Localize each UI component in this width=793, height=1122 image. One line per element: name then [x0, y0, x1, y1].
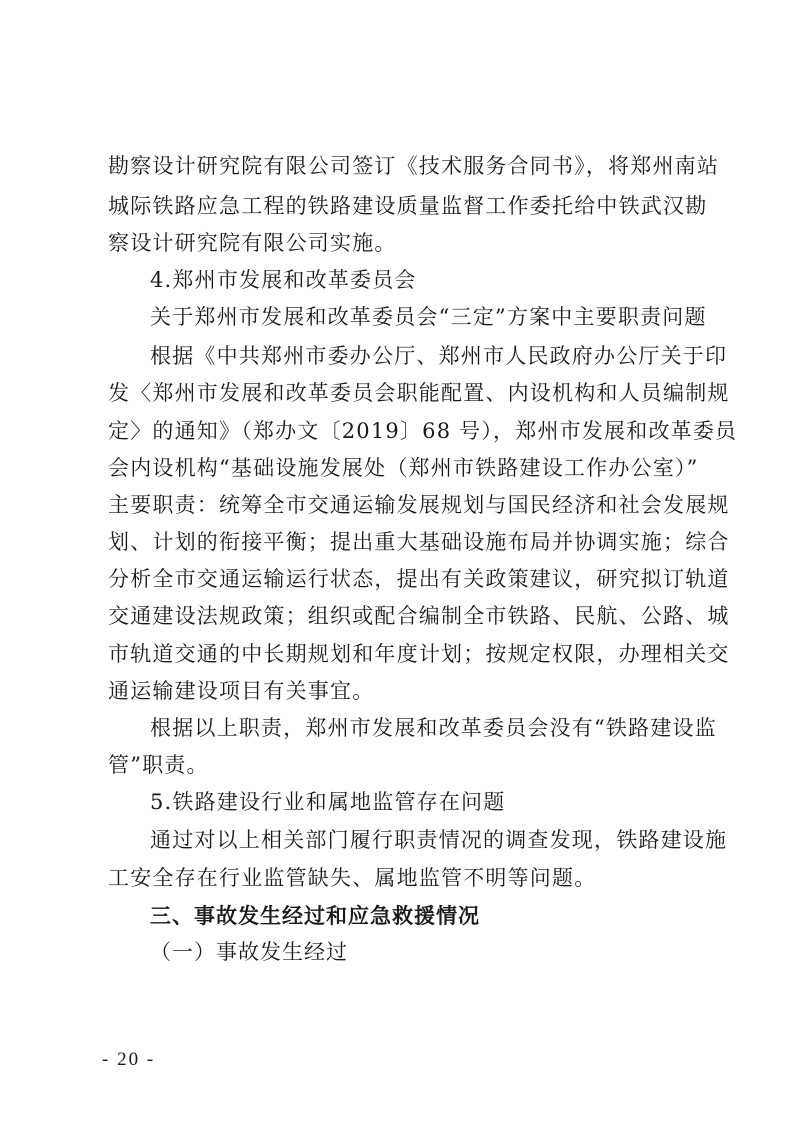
paragraph-line: 通运输建设项目有关事宜。 [108, 679, 375, 703]
paragraph-line: 城际铁路应急工程的铁路建设质量监督工作委托给中铁武汉勘 [108, 194, 708, 218]
subsection-title: 关于郑州市发展和改革委员会“三定”方案中主要职责问题 [150, 305, 707, 329]
paragraph-line: 根据以上职责，郑州市发展和改革委员会没有“铁路建设监 [150, 716, 717, 740]
paragraph-line: 分析全市交通运输运行状态，提出有关政策建议，研究拟订轨道 [108, 567, 730, 591]
paragraph-line: 会内设机构“基础设施发展处（郑州市铁路建设工作办公室）” [108, 456, 699, 480]
paragraph-line: 通过对以上相关部门履行职责情况的调查发现，铁路建设施 [150, 828, 728, 852]
paragraph-line: 定〉的通知》（郑办文〔2019〕68 号），郑州市发展和改革委员 [108, 419, 738, 443]
section-heading-4: 4.郑州市发展和改革委员会 [150, 268, 417, 292]
paragraph-line: 划、计划的衔接平衡；提出重大基础设施布局并协调实施；综合 [108, 530, 730, 554]
paragraph-line: 主要职责：统筹全市交通运输发展规划与国民经济和社会发展规 [108, 493, 730, 517]
paragraph-line: 工安全存在行业监管缺失、属地监管不明等问题。 [108, 866, 597, 890]
paragraph-line: 管”职责。 [108, 753, 209, 777]
paragraph-line: 交通建设法规政策；组织或配合编制全市铁路、民航、公路、城 [108, 604, 730, 628]
paragraph-line: 市轨道交通的中长期规划和年度计划；按规定权限，办理相关交 [108, 642, 730, 666]
paragraph-line: 察设计研究院有限公司实施。 [108, 231, 397, 255]
page-number: - 20 - [102, 1049, 156, 1070]
section-heading-5: 5.铁路建设行业和属地监管存在问题 [150, 790, 506, 814]
chapter-heading: 三、事故发生经过和应急救援情况 [150, 904, 480, 928]
paragraph-line: 发〈郑州市发展和改革委员会职能配置、内设机构和人员编制规 [108, 381, 730, 405]
paragraph-line: 勘察设计研究院有限公司签订《技术服务合同书》，将郑州南站 [108, 154, 720, 178]
paragraph-line: 根据《中共郑州市委办公厅、郑州市人民政府办公厅关于印 [150, 344, 728, 368]
sub-heading: （一）事故发生经过 [150, 940, 348, 964]
